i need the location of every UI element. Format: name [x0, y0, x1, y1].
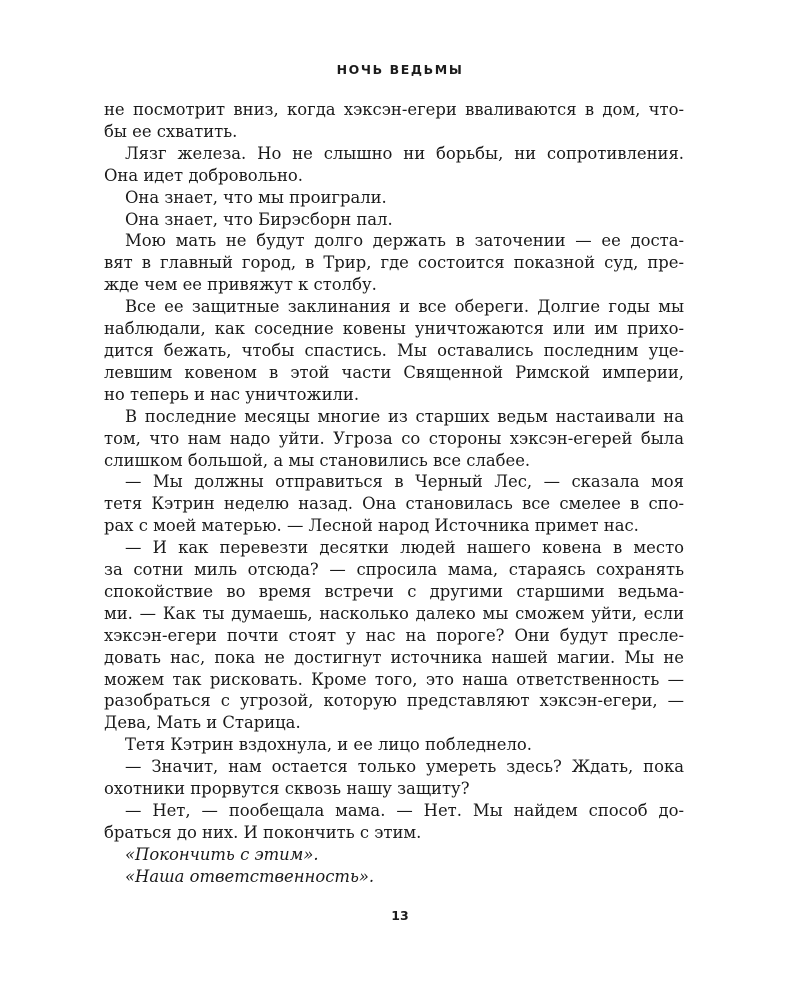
text-line: — Мы должны отправиться в Черный Лес, — сказала моя: [125, 472, 684, 492]
page-number: 13: [391, 908, 409, 923]
text-line: наблюдали, как соседние ковены уничтожаются или им прихо-: [104, 319, 684, 339]
text-line: рах с моей матерью. — Лесной народ Источника примет нас.: [104, 516, 639, 536]
text-line: довать нас, пока не достигнут источника нашей магии. Мы не: [104, 647, 684, 667]
text-line: спокойствие во время встречи с другими старшими ведьма-: [104, 581, 684, 601]
text-line: Она идет добровольно.: [104, 165, 303, 185]
text-line: «Покончить с этим».: [125, 844, 319, 864]
text-line: разобраться с угрозой, которую представляют хэксэн-егери, —: [104, 691, 684, 711]
text-line: том, что нам надо уйти. Угроза со стороны хэксэн-егерей была: [104, 428, 684, 448]
text-line: браться до них. И покончить с этим.: [104, 822, 422, 842]
text-line: можем так рисковать. Кроме того, это наша ответственность —: [104, 669, 684, 689]
running-header: НОЧЬ ВЕДЬМЫ: [336, 62, 464, 77]
text-line: Она знает, что Бирэсборн пал.: [125, 209, 393, 229]
body-text: [104, 99, 684, 888]
text-line: Дева, Мать и Старица.: [104, 713, 301, 733]
text-line: ми. — Как ты думаешь, насколько далеко мы сможем уйти, если: [104, 603, 684, 623]
text-line: хэксэн-егери почти стоят у нас на пороге? Они будут пресле-: [104, 625, 684, 645]
text-line: за сотни миль отсюда? — спросила мама, стараясь сохранять: [104, 560, 684, 580]
text-line: «Наша ответственность».: [125, 866, 375, 886]
text-line: Тетя Кэтрин вздохнула, и ее лицо побледнело.: [125, 735, 532, 755]
text-line: вят в главный город, в Трир, где состоится показной суд, пре-: [104, 253, 684, 273]
text-line: Мою мать не будут долго держать в заточении — ее доста-: [125, 231, 684, 251]
text-line: но теперь и нас уничтожили.: [104, 384, 360, 404]
text-line: В последние месяцы многие из старших ведьм настаивали на: [125, 406, 684, 426]
text-line: — Значит, нам остается только умереть здесь? Ждать, пока: [125, 757, 684, 777]
text-line: слишком большой, а мы становились все слабее.: [104, 450, 531, 470]
text-line: дится бежать, чтобы спастись. Мы оставались последним уце-: [104, 340, 684, 360]
text-line: охотники прорвутся сквозь нашу защиту?: [104, 779, 470, 799]
text-line: тетя Кэтрин неделю назад. Она становилась все смелее в спо-: [104, 494, 684, 514]
text-line: жде чем ее привяжут к столбу.: [104, 275, 377, 295]
text-line: — Нет, — пообещала мама. — Нет. Мы найдем способ до-: [125, 801, 684, 820]
text-line: не посмотрит вниз, когда хэксэн-егери вваливаются в дом, что-: [104, 100, 684, 119]
text-line: левшим ковеном в этой части Священной Римской империи,: [104, 362, 684, 382]
text-line: Лязг железа. Но не слышно ни борьбы, ни сопротивления.: [125, 143, 684, 163]
text-line: Она знает, что мы проиграли.: [125, 187, 387, 207]
text-line: Все ее защитные заклинания и все обереги. Долгие годы мы: [125, 297, 684, 317]
text-line: — И как перевезти десятки людей нашего ковена в место: [125, 538, 684, 558]
text-line: бы ее схватить.: [104, 121, 238, 141]
